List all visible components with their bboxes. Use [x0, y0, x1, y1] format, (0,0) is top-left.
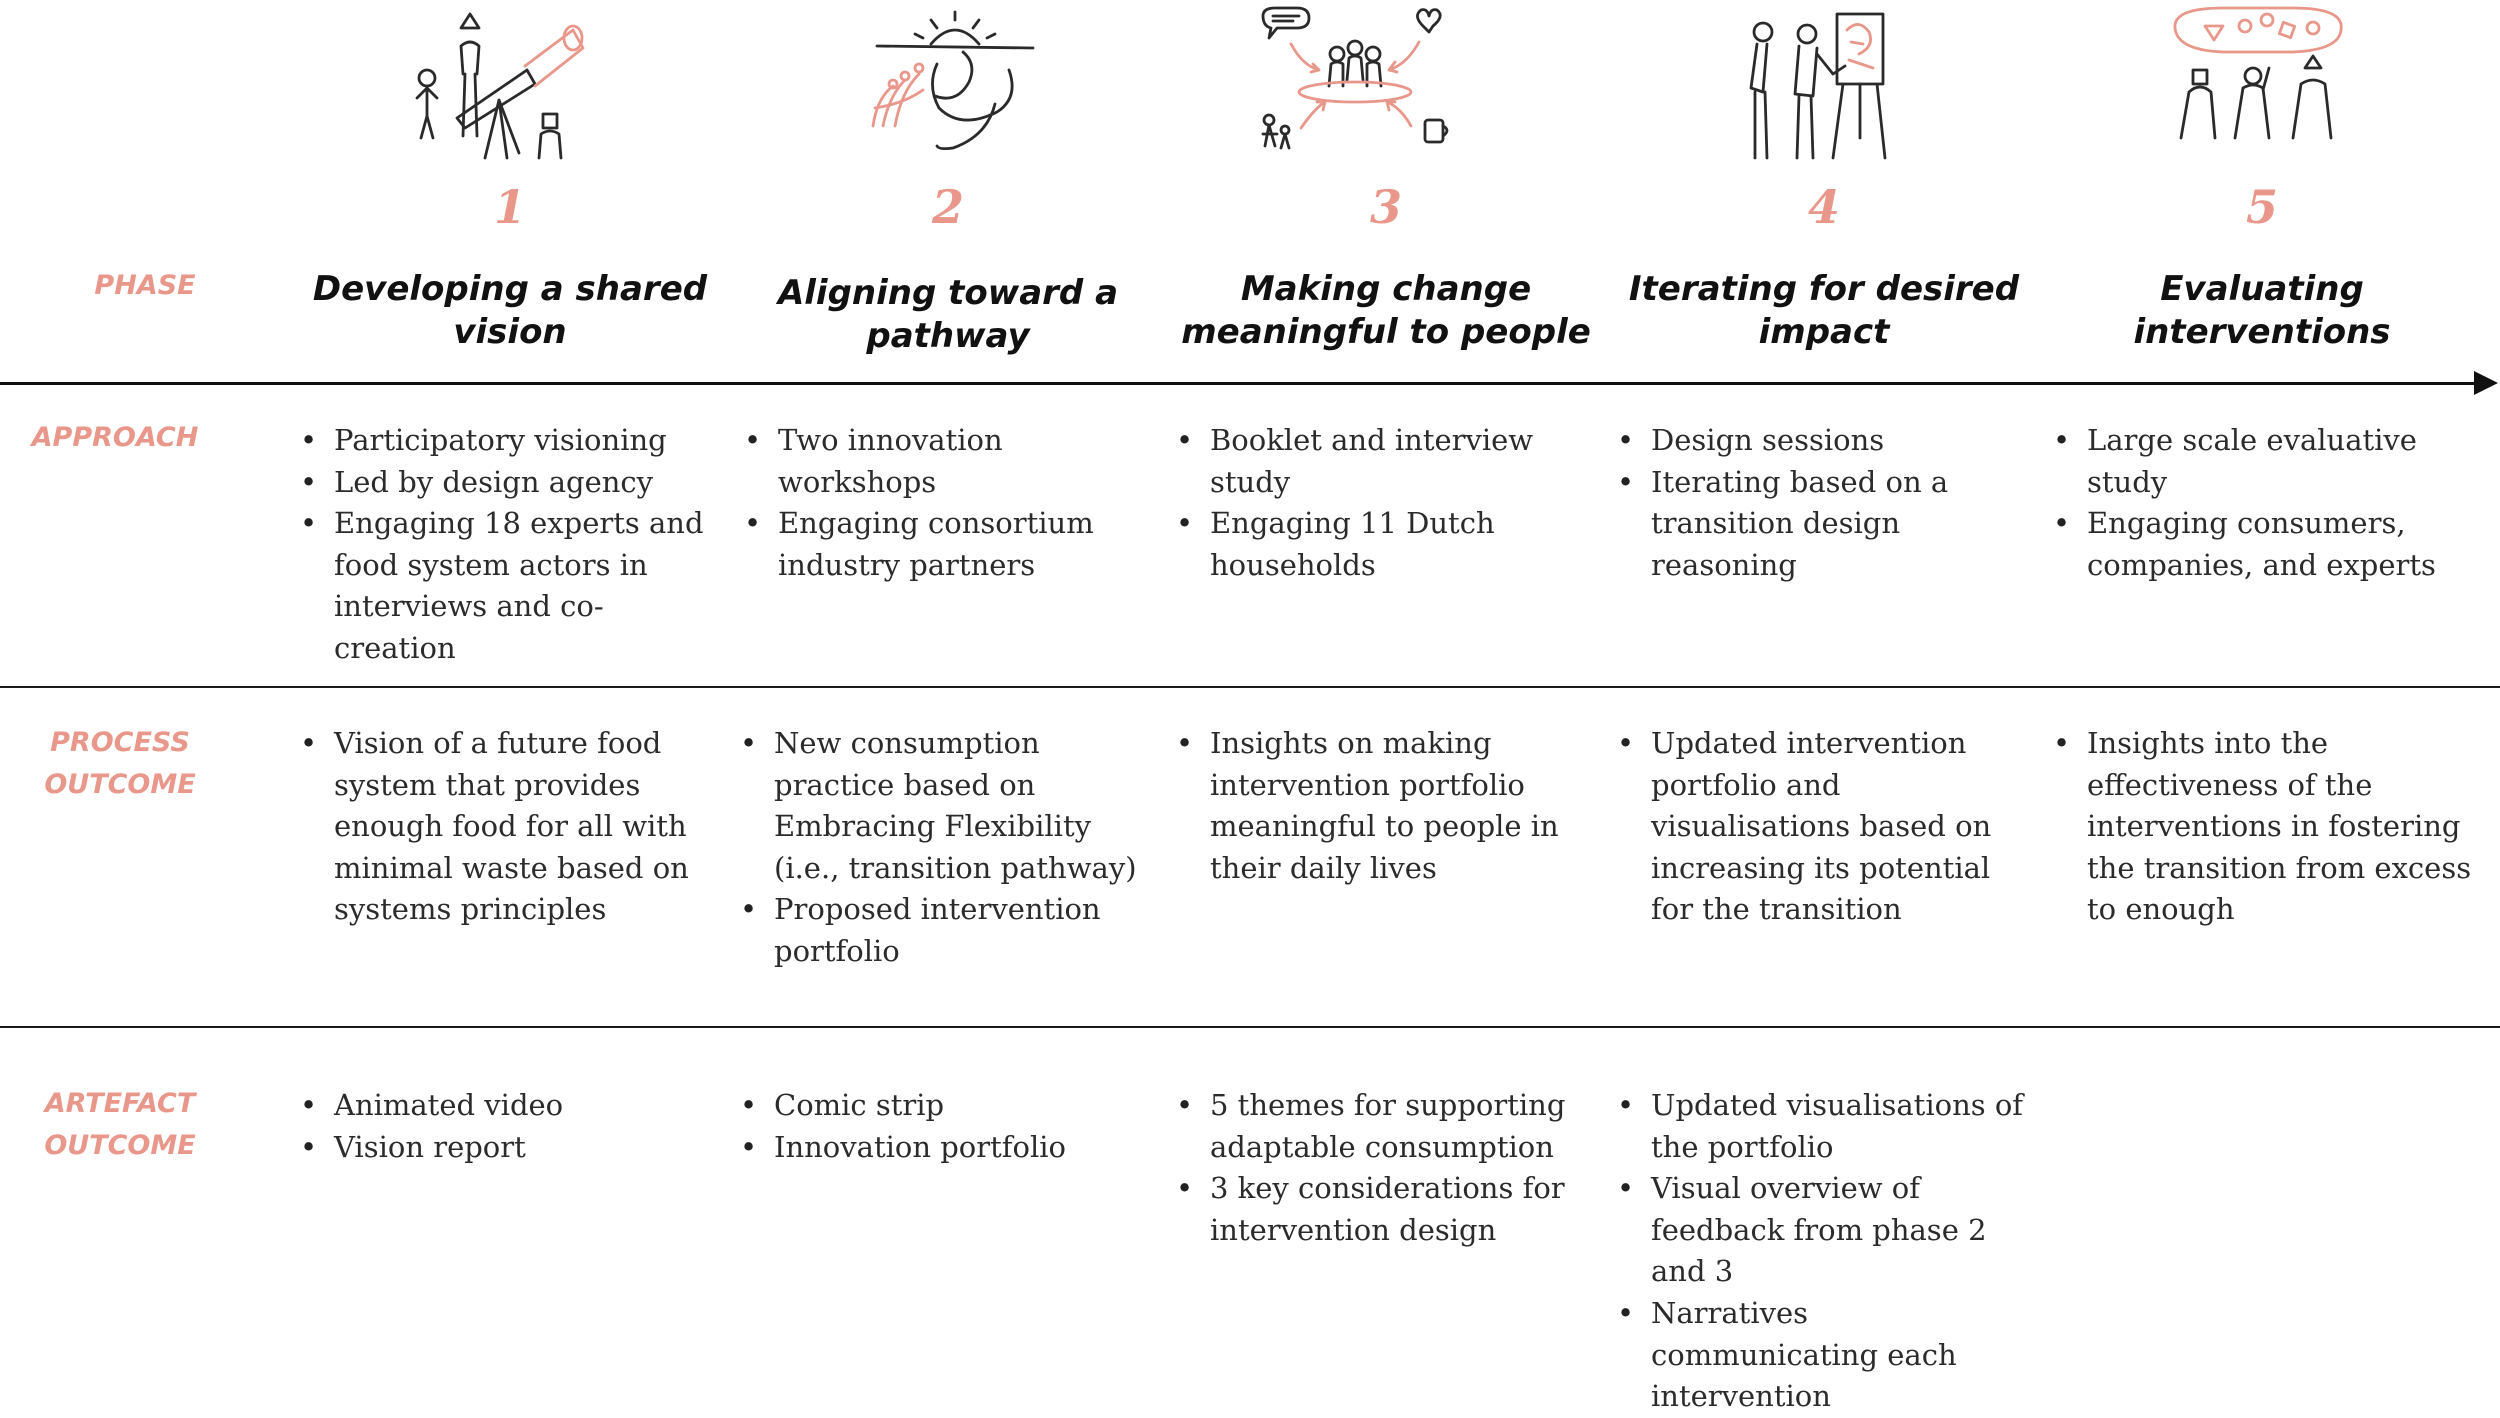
list-item: • New consumption practice based on Embracing Flexibility (i.e., transition pathway) — [740, 723, 1150, 889]
process-outcome-cell-5 — [2053, 723, 2483, 931]
row-divider — [0, 686, 2500, 688]
list-item: • Participatory visioning — [300, 420, 720, 462]
process-outcome-cell-3 — [1176, 723, 1606, 889]
list-item: • Led by design agency — [300, 462, 720, 504]
phase-title-line: Developing a shared — [312, 269, 708, 309]
phase-title-line: vision — [453, 312, 567, 352]
approach-cell-5 — [2053, 420, 2473, 586]
artefact-outcome-cell-1 — [300, 1085, 720, 1168]
row-label-line: OUTCOME — [44, 769, 196, 800]
phase-title-line: impact — [1758, 312, 1890, 352]
evaluation-group-icon — [2163, 8, 2353, 173]
phase-title-1 — [300, 268, 720, 354]
list-item: • Animated video — [300, 1085, 720, 1127]
list-item: • 3 key considerations for intervention design — [1176, 1168, 1596, 1251]
phase-title-3 — [1176, 268, 1596, 354]
list-item: • Engaging 11 Dutch households — [1176, 503, 1596, 586]
phase-title-line: meaningful to people — [1181, 312, 1591, 352]
row-label-line: ARTEFACT — [44, 1088, 196, 1119]
approach-cell-1 — [300, 420, 720, 670]
list-item: • Proposed intervention portfolio — [740, 889, 1150, 972]
phase-title-line: interventions — [2133, 312, 2391, 352]
list-item: • Vision report — [300, 1127, 720, 1169]
phase-title-line: Aligning toward a — [777, 273, 1119, 313]
phase-title-line: Iterating for desired — [1628, 269, 2020, 309]
row-label-line: OUTCOME — [44, 1130, 196, 1161]
phase-title-5 — [2052, 268, 2472, 354]
phase-title-line: Evaluating — [2160, 269, 2364, 309]
approach-cell-2 — [744, 420, 1144, 586]
artefact-outcome-cell-3 — [1176, 1085, 1596, 1251]
row-label-approach: APPROACH — [31, 422, 199, 453]
list-item: • Narratives communicating each intervention — [1617, 1293, 2037, 1418]
list-item: • Innovation portfolio — [740, 1127, 1150, 1169]
list-item: • Large scale evaluative study — [2053, 420, 2473, 503]
list-item: • Updated visualisations of the portfolio — [1617, 1085, 2037, 1168]
phase-title-2 — [738, 272, 1158, 358]
phase-number-1: 1 — [493, 180, 526, 234]
approach-cell-4 — [1617, 420, 2037, 586]
approach-cell-3 — [1176, 420, 1596, 586]
list-item: • Design sessions — [1617, 420, 2037, 462]
process-outcome-cell-2 — [740, 723, 1150, 973]
list-item: • Insights on making intervention portfolio meaningful to people in their daily lives — [1176, 723, 1606, 889]
artefact-outcome-cell-2 — [740, 1085, 1150, 1168]
timeline-axis — [0, 382, 2478, 385]
pathway-sunrise-icon — [853, 8, 1043, 173]
list-item: • Iterating based on a transition design reasoning — [1617, 462, 2037, 587]
list-item: • Engaging consortium industry partners — [744, 503, 1144, 586]
phase-number-5: 5 — [2245, 180, 2278, 234]
list-item: • Vision of a future food system that provides enough food for all with minimal waste based on systems principles — [300, 723, 720, 931]
artefact-outcome-cell-4 — [1617, 1085, 2037, 1418]
list-item: • Comic strip — [740, 1085, 1150, 1127]
list-item: • Booklet and interview study — [1176, 420, 1596, 503]
phase-number-4: 4 — [1807, 180, 1840, 234]
row-label-process-outcome — [30, 722, 210, 806]
process-outcome-cell-4 — [1617, 723, 2037, 931]
people-meaning-icon — [1255, 8, 1445, 173]
list-item: • Two innovation workshops — [744, 420, 1144, 503]
phase-title-4 — [1614, 268, 2034, 354]
phase-number-3: 3 — [1369, 180, 1402, 234]
row-label-artefact-outcome — [30, 1083, 210, 1167]
phase-title-line: pathway — [866, 316, 1030, 356]
phase-number-2: 2 — [931, 180, 964, 234]
list-item: • 5 themes for supporting adaptable consumption — [1176, 1085, 1596, 1168]
design-iteration-icon — [1733, 8, 1923, 173]
telescope-vision-icon — [395, 8, 585, 173]
list-item: • Engaging 18 experts and food system actors in interviews and co-creation — [300, 503, 720, 669]
row-label-line: PROCESS — [50, 727, 190, 758]
row-divider — [0, 1026, 2500, 1028]
list-item: • Insights into the effectiveness of the interventions in fostering the transition from excess to enough — [2053, 723, 2483, 931]
list-item: • Engaging consumers, companies, and experts — [2053, 503, 2473, 586]
list-item: • Updated intervention portfolio and visualisations based on increasing its potential for the transition — [1617, 723, 2037, 931]
phase-title-line: Making change — [1240, 269, 1532, 309]
row-label-phase: PHASE — [94, 270, 196, 301]
list-item: • Visual overview of feedback from phase 2 and 3 — [1617, 1168, 2037, 1293]
timeline-arrow-icon — [2474, 371, 2498, 395]
process-outcome-cell-1 — [300, 723, 720, 931]
